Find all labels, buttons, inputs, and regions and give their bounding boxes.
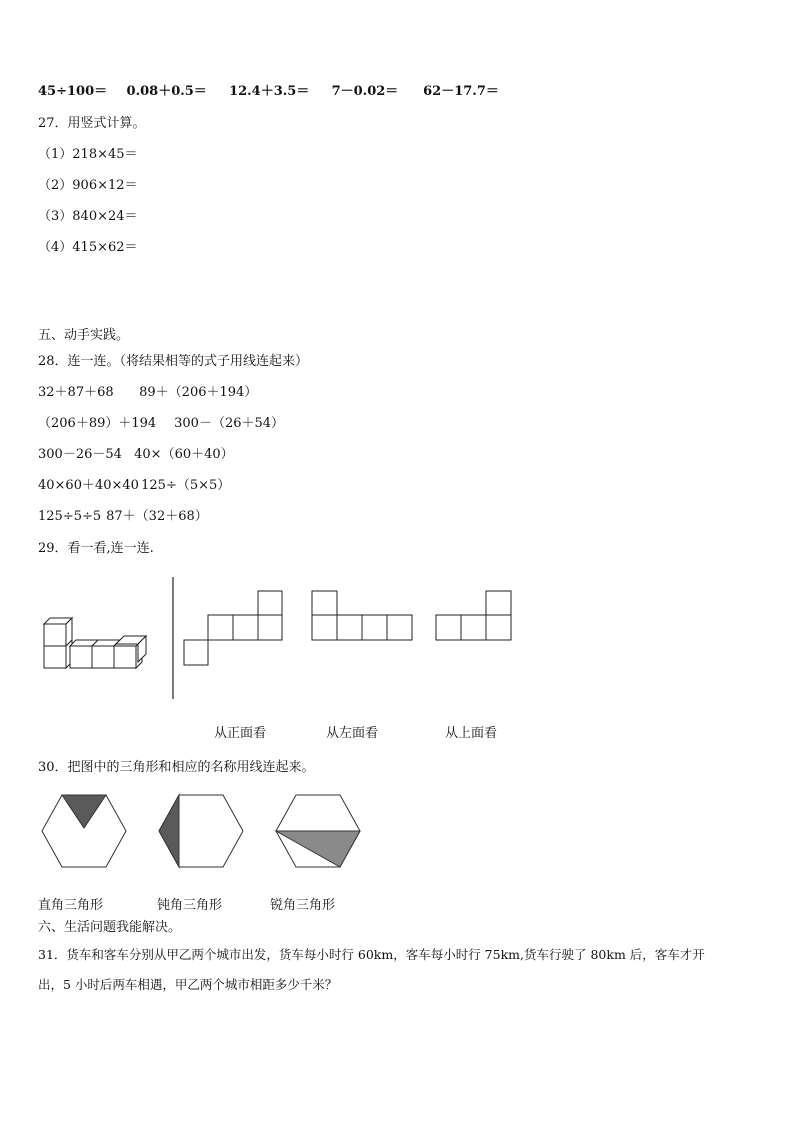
oral-calc-row [38, 84, 499, 100]
q28-right-expr[interactable]: 125÷（5×5） [141, 478, 231, 493]
q28-title: 28．连一连。（将结果相等的式子用线连起来） [38, 354, 309, 369]
oral-calc-item: 0.08＋0.5＝ [126, 84, 207, 99]
oral-calc-item: 7－0.02＝ [331, 84, 399, 99]
q28-right-expr[interactable]: 300－（26＋54） [174, 416, 285, 431]
q29-title: 29．看一看,连一连. [38, 541, 154, 556]
hexagon-figure-3 [274, 794, 362, 868]
section-6-heading: 六、生活问题我能解决。 [38, 920, 182, 935]
q28-left-expr[interactable]: 40×60＋40×40 [38, 478, 139, 493]
q28-left-expr[interactable]: 300－26－54 [38, 447, 122, 462]
q31-text-line-1: 31．货车和客车分别从甲乙两个城市出发，货车每小时行 60km，客车每小时行 75km,货车行驶了 80km 后，客车才开 [38, 947, 705, 962]
q28-right-expr[interactable]: 40×（60＋40） [134, 447, 234, 462]
triangle-name-obtuse[interactable]: 钝角三角形 [157, 898, 223, 913]
q28-row [38, 416, 284, 432]
q28-row [38, 478, 230, 494]
q27-item: （2）906×12＝ [38, 178, 138, 193]
q27-item: （4）415×62＝ [38, 240, 138, 255]
view-label-top[interactable]: 从上面看 [445, 726, 498, 741]
triangle-name-right[interactable]: 直角三角形 [38, 898, 104, 913]
q28-row [38, 509, 208, 525]
q28-right-expr[interactable]: 89＋（206＋194） [139, 385, 258, 400]
q27-item: （1）218×45＝ [38, 147, 138, 162]
view-grid-1 [183, 590, 283, 666]
section-5-heading: 五、动手实践。 [38, 328, 130, 343]
hexagon-figure-2 [157, 794, 245, 868]
hexagon-figure-1 [40, 794, 128, 868]
q28-left-expr[interactable]: （206＋89）＋194 [38, 416, 157, 431]
q28-right-expr[interactable]: 87＋（32＋68） [106, 509, 208, 524]
triangle-name-acute[interactable]: 锐角三角形 [270, 898, 336, 913]
view-label-front[interactable]: 从正面看 [214, 726, 267, 741]
oral-calc-item: 45÷100＝ [38, 84, 108, 99]
q28-left-expr[interactable]: 32＋87＋68 [38, 385, 114, 400]
view-grid-3 [435, 590, 513, 642]
figure-divider-line [171, 577, 175, 699]
view-label-left[interactable]: 从左面看 [326, 726, 379, 741]
view-grid-2 [311, 590, 413, 642]
q28-row [38, 447, 234, 463]
oral-calc-item: 12.4＋3.5＝ [229, 84, 310, 99]
q28-left-expr[interactable]: 125÷5÷5 [38, 509, 102, 524]
q27-title: 27．用竖式计算。 [38, 116, 146, 131]
q31-text-line-2: 出，5 小时后两车相遇，甲乙两个城市相距多少千米？ [38, 977, 338, 992]
q30-title: 30．把图中的三角形和相应的名称用线连起来。 [38, 760, 315, 775]
cube-solid-figure [40, 616, 160, 676]
oral-calc-item: 62－17.7＝ [423, 84, 499, 99]
q28-row [38, 385, 257, 401]
q27-item: （3）840×24＝ [38, 209, 138, 224]
